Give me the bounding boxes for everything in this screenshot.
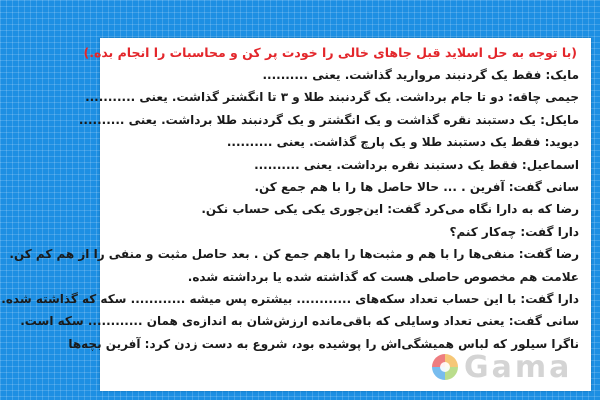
- text-line: دارا گفت: با این حساب تعداد سکه‌های ............ بیشتره پس میشه ............ سکه که گذاشته شده.: [1, 292, 579, 307]
- text-line: سانی گفت: آفرین . ... حالا حاصل ها را با هم جمع کن.: [254, 180, 579, 195]
- text-line: مایکل: یک دستبند نقره گذاشت و یک انگشتر و یک گردنبند طلا برداشت. یعنی ..........: [78, 112, 579, 127]
- text-line: مایک: فقط یک گردنبند مروارید گذاشت. یعنی ..........: [262, 68, 579, 82]
- watermark-text: Gama: [464, 350, 573, 385]
- text-line: جیمی چاقه: دو تا جام برداشت. یک گردنبند طلا و ۳ تا انگشتر گذاشت. یعنی ...........: [85, 90, 579, 105]
- logo-mark-icon: [430, 352, 460, 382]
- text-line: اسماعیل: فقط یک دستبند نقره برداشت. یعنی ..........: [254, 157, 579, 172]
- document-page: [1, 38, 591, 391]
- instruction-text: (با توجه به حل اسلاید قبل جاهای خالی را خودت پر کن و محاسبات را انجام بده.): [83, 45, 577, 60]
- text-line: دیوید: فقط یک دستبند طلا و یک پارچ گذاشت. یعنی ..........: [226, 135, 579, 150]
- text-line: دارا گفت: چه‌کار کنم؟: [449, 224, 579, 239]
- text-line: رضا گفت: منفی‌ها را با هم و مثبت‌ها را باهم جمع کن . بعد حاصل مثبت و منفی را از هم کم کن.: [9, 247, 579, 262]
- watermark-logo: [430, 346, 580, 386]
- story-text: [1, 64, 579, 355]
- text-line: علامت هم مخصوص حاصلی هست که گذاشته شده یا برداشته شده.: [187, 269, 579, 284]
- text-line: سانی گفت: یعنی تعداد وسایلی که باقی‌مانده ارزش‌شان به اندازه‌ی همان ............ سکه است.: [20, 314, 579, 329]
- text-line: ناگرا سیلور که لباس همیشگی‌اش را پوشیده بود، شروع به دست زدن کرد: آفرین بچه‌ها: [68, 336, 579, 351]
- text-line: رضا که به دارا نگاه می‌کرد گفت: این‌جوری یکی یکی حساب نکن.: [201, 202, 579, 217]
